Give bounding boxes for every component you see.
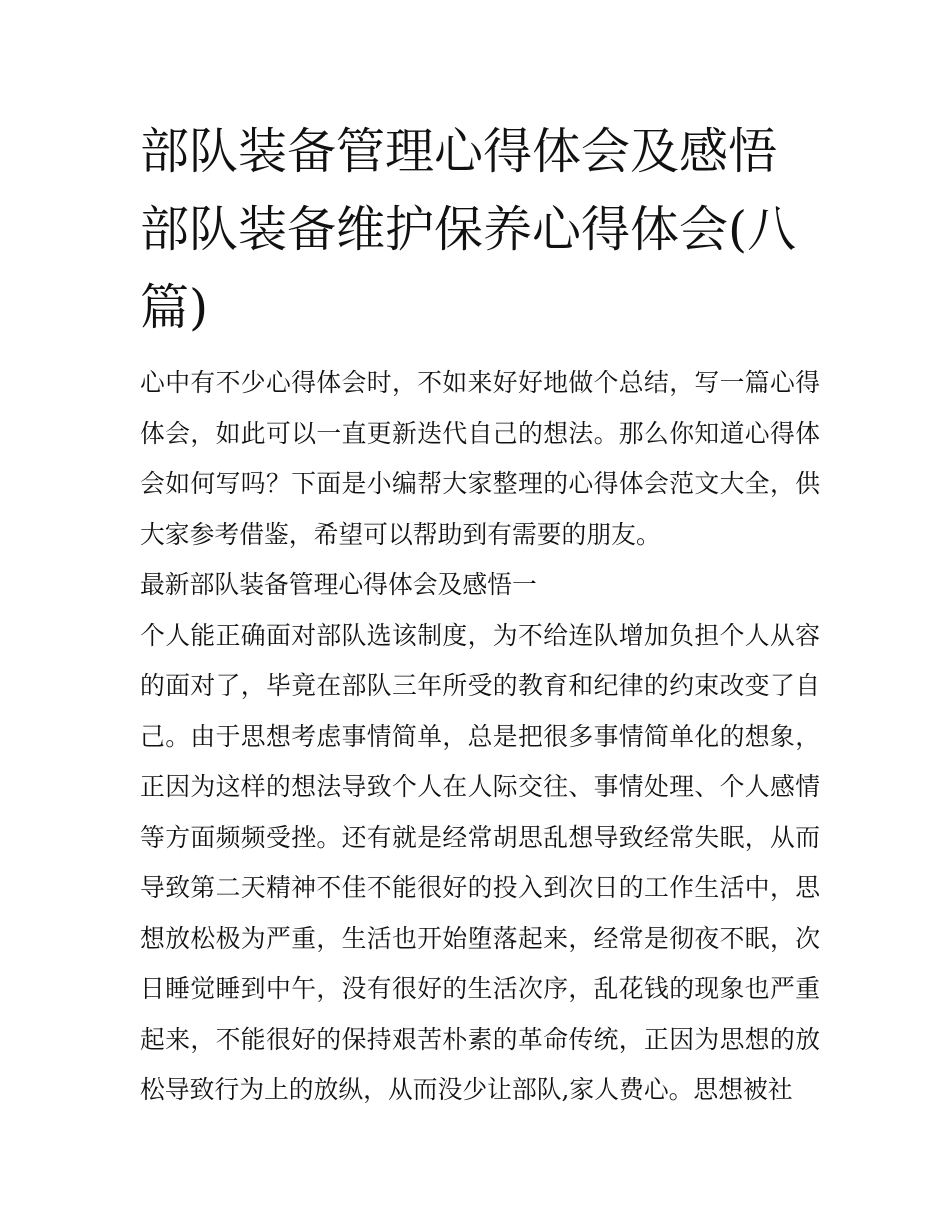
document-body	[140, 358, 820, 1116]
intro-paragraph: 心中有不少心得体会时，不如来好好地做个总结，写一篇心得体会，如此可以一直更新迭代自己的想法。那么你知道心得体会如何写吗？下面是小编帮大家整理的心得体会范文大全，供大家参考借鉴，希望可以帮助到有需要的朋友。	[140, 368, 820, 549]
document-title: 部队装备管理心得体会及感悟部队装备维护保养心得体会(八篇)	[140, 123, 797, 336]
section-paragraph: 个人能正确面对部队选该制度，为不给连队增加负担个人从容的面对了，毕竟在部队三年所受的教育和纪律的约束改变了自己。由于思想考虑事情简单，总是把很多事情简单化的想象，正因为这样的想法导致个人在人际交往、事情处理、个人感情等方面频频受挫。还有就是经常胡思乱想导致经常失眠，从而导致第二天精神不佳不能很好的投入到次日的工作生活中，思想放松极为严重，生活也开始堕落起来，经常是彻夜不眠，次日睡觉睡到中午，没有很好的生活次序，乱花钱的现象也严重起来，不能很好的保持艰苦朴素的革命传统，正因为思想的放松导致行为上的放纵，从而没少让部队,家人费心。思想被社	[140, 620, 820, 1104]
section-heading: 最新部队装备管理心得体会及感悟一	[140, 570, 537, 599]
